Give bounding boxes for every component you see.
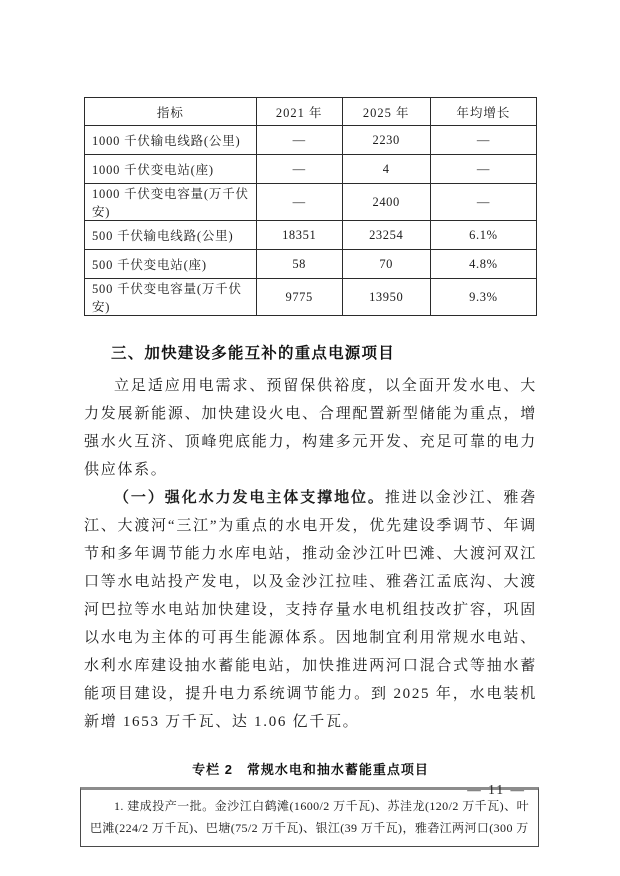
- table-row: [85, 250, 537, 279]
- indicator-table: [84, 97, 537, 316]
- row-label: 500 千伏变电站(座): [85, 250, 257, 279]
- cell-2021: 9775: [256, 279, 342, 316]
- cell-2025: 2400: [342, 184, 430, 221]
- page-content: [84, 97, 537, 847]
- table-row: [85, 221, 537, 250]
- table-header-2021: 2021 年: [256, 98, 342, 126]
- table-row: [85, 126, 537, 155]
- cell-2025: 13950: [342, 279, 430, 316]
- callout-title: 专栏 2 常规水电和抽水蓄能重点项目: [192, 762, 429, 777]
- row-label: 500 千伏输电线路(公里): [85, 221, 257, 250]
- cell-2025: 2230: [342, 126, 430, 155]
- row-label: 1000 千伏变电容量(万千伏安): [85, 184, 257, 221]
- cell-2021: 18351: [256, 221, 342, 250]
- table-row: [85, 184, 537, 221]
- paragraph-hydropower: [84, 484, 537, 736]
- row-label: 1000 千伏变电站(座): [85, 155, 257, 184]
- paragraph-hydropower-lead: （一）强化水力发电主体支撑地位。: [114, 490, 385, 506]
- cell-2025: 23254: [342, 221, 430, 250]
- cell-2025: 70: [342, 250, 430, 279]
- cell-growth: 6.1%: [430, 221, 536, 250]
- table-header-row: [85, 98, 537, 126]
- row-label: 1000 千伏输电线路(公里): [85, 126, 257, 155]
- page-number: — 11 —: [467, 782, 526, 797]
- cell-2025: 4: [342, 155, 430, 184]
- cell-growth: 9.3%: [430, 279, 536, 316]
- table-header-2025: 2025 年: [342, 98, 430, 126]
- section-heading: 三、加快建设多能互补的重点电源项目: [111, 345, 395, 362]
- cell-growth: —: [430, 184, 536, 221]
- table-header-indicator: 指标: [85, 98, 257, 126]
- cell-growth: —: [430, 155, 536, 184]
- cell-2021: —: [256, 126, 342, 155]
- table-header-avg-growth: 年均增长: [430, 98, 536, 126]
- table-row: [85, 155, 537, 184]
- cell-2021: —: [256, 155, 342, 184]
- cell-growth: —: [430, 126, 536, 155]
- cell-2021: —: [256, 184, 342, 221]
- cell-growth: 4.8%: [430, 250, 536, 279]
- cell-2021: 58: [256, 250, 342, 279]
- table-row: [85, 279, 537, 316]
- paragraph-hydropower-body: 推进以金沙江、雅砻江、大渡河“三江”为重点的水电开发，优先建设季调节、年调节和多年调节能力水库电站，推动金沙江叶巴滩、大渡河双江口等水电站投产发电，以及金沙江拉哇、雅砻江孟底沟、大渡河巴拉等水电站加快建设，支持存量水电机组技改扩容，巩固以水电为主体的可再生能源体系。因地制宜利用常规水电站、水利水库建设抽水蓄能电站，加快推进两河口混合式等抽水蓄能项目建设，提升电力系统调节能力。到 2025 年，水电装机新增 1653 万千瓦、达 1.06 亿千瓦。: [84, 490, 537, 730]
- paragraph-overview: 立足适应用电需求、预留保供裕度，以全面开发水电、大力发展新能源、加快建设火电、合理配置新型储能为重点，增强水火互济、顶峰兜底能力，构建多元开发、充足可靠的电力供应体系。: [84, 378, 537, 478]
- callout-body: 1. 建成投产一批。金沙江白鹤滩(1600/2 万千瓦)、苏洼龙(120/2 万千瓦)、叶巴滩(224/2 万千瓦)、巴塘(75/2 万千瓦)、银江(39 万千瓦)，雅砻江两河口(300 万: [90, 799, 529, 835]
- row-label: 500 千伏变电容量(万千伏安): [85, 279, 257, 316]
